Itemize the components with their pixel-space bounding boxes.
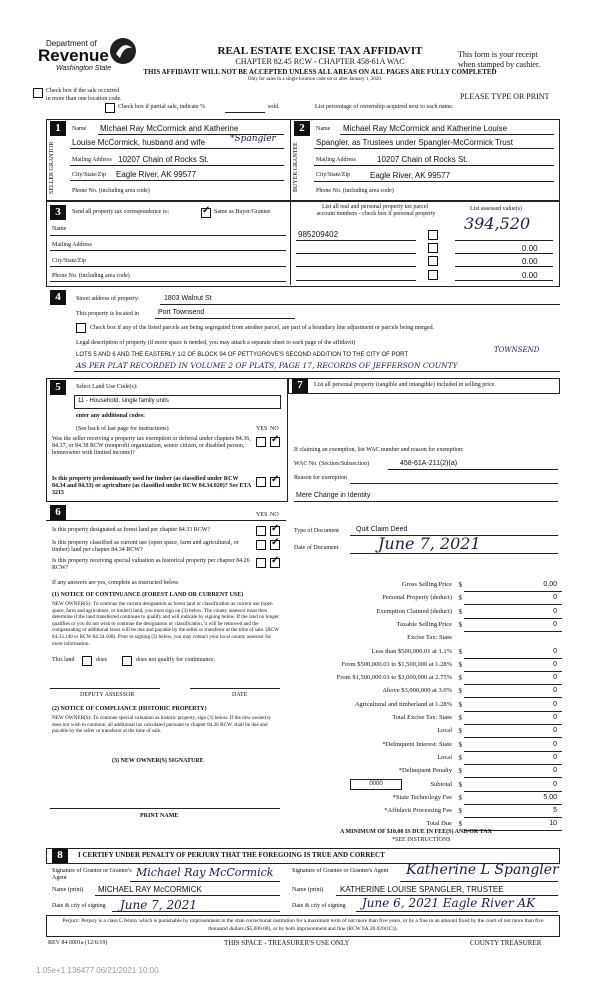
deputy-date-label: DATE: [232, 692, 248, 698]
fee-label: Excise Tax: State: [407, 634, 452, 642]
send-label: Send all property tax correspondence to:: [72, 209, 170, 215]
this-land-label: This land: [52, 657, 75, 663]
receipt-note1: This form is your receipt: [458, 50, 538, 59]
form-title: REAL ESTATE EXCISE TAX AFFIDAVIT: [217, 45, 423, 57]
s5-q1-yes-checkbox[interactable]: [256, 437, 266, 447]
form-note: Only for sales in a single location code on or after January 1, 2020.: [247, 77, 383, 82]
fee-label: Total Excise Tax: State: [392, 714, 452, 721]
grantor-sig-label: Signature of Grantor or Grantor's Agent: [52, 868, 132, 881]
s5-q2-no-checkbox[interactable]: [270, 477, 280, 487]
s6-q3: Is this property receiving special valuation as historical property per chapter 84.26 RCW?: [52, 558, 250, 571]
perjury-text: Perjury: Perjury is a class C felony which is punishable by imprisonment in the state correctional institution for a maximum term of not more than five years, or by a fine in an amount fixed by the court of not more than five thousand dollars ($5,000.00), or by both imprisonment and fine (RCW 9A.20.020(1C)).: [62, 918, 544, 932]
fee-label: Less than $500,000.01 at 1.1%: [371, 647, 452, 655]
located-label: This property is located in: [76, 311, 139, 317]
seller-mailing: 10207 Chain of Rocks St.: [118, 155, 209, 164]
located-city: Port Townsend: [158, 309, 205, 316]
fee-underline: [464, 804, 562, 805]
seller-mailing-label: Mailing Address: [72, 157, 112, 163]
s6-q1: Is this property designated as forest land per chapter 84.33 RCW?: [52, 527, 211, 533]
section-4-number: 4: [50, 290, 66, 305]
grantor-date: June 7, 2021: [120, 898, 197, 912]
s5-yes-header: YES: [256, 426, 268, 432]
fee-row: [292, 701, 562, 712]
fee-label: *Delinquent Penalty: [398, 767, 452, 775]
notice1-body: NEW OWNER(S): To continue the current designation as forest land or classification as current use (open space, farm and agriculture, or timber) land, you must sign on (3) below. The county assessor must then determine if the land transferred continues to qualify and will indicate by signing below. If the land no longer qualifies or you do not wish to continue the designation or classification, it will be removed and the compensating or additional taxes will be due and payable by the seller or transferor at the time of sale. (RCW 84.33.140 or RCW 84.34.108). Prior to signing (3) below, you may contact your local county assessor for more information.: [52, 601, 279, 647]
section-6-number: 6: [50, 505, 66, 520]
doc-date-label: Date of Document: [294, 545, 339, 551]
county-treasurer: COUNTY TREASURER: [470, 939, 542, 947]
fee-value: 0: [553, 607, 557, 615]
fee-value: 0: [553, 740, 557, 748]
parcel-personal-checkbox[interactable]: [428, 230, 438, 240]
fee-dollar-sign: $: [458, 660, 462, 669]
s5-no-header: NO: [270, 426, 279, 432]
fee-value: 0: [553, 727, 557, 735]
fee-underline: [464, 751, 562, 752]
personal-property-label: List all personal property (tangible and intangible) included in selling price.: [314, 382, 496, 388]
buyer-side-label: BUYER GRANTEE: [293, 142, 299, 193]
doc-date-value: June 7, 2021: [378, 534, 481, 553]
fee-value: 5: [553, 807, 557, 815]
s6-yes-header: YES: [256, 512, 268, 518]
fee-underline: [464, 737, 562, 738]
fee-dollar-sign: $: [458, 687, 462, 696]
s5-q2: Is this property predominantly used for timber (as classified under RCW 84.34 and 84.33) or agriculture (as classified under RCW 84.34.020)? See ETA 3215: [52, 476, 251, 496]
form-subtitle: CHAPTER 82.45 RCW - CHAPTER 458-61A WAC: [235, 57, 405, 66]
fee-value: 0: [553, 700, 557, 708]
seller-name2: Louise McCormick, husband and wife: [72, 138, 205, 147]
fee-label: Subtotal: [430, 780, 452, 788]
fee-label: Taxable Selling Price: [396, 620, 452, 628]
fee-row: [292, 634, 562, 645]
sig3-label: (3) NEW OWNER(S) SIGNATURE: [112, 758, 204, 764]
parcel-personal-checkbox[interactable]: [428, 243, 438, 253]
print-name-label: PRINT NAME: [140, 813, 179, 819]
fee-row: [292, 741, 562, 752]
s6-no-header: NO: [270, 512, 279, 518]
s6-q3-yes-checkbox[interactable]: [256, 558, 266, 568]
section-5-number: 5: [50, 380, 66, 395]
fee-label: Gross Selling Price: [401, 581, 452, 588]
fee-row: [292, 781, 562, 792]
fee-value: 0: [553, 767, 557, 775]
fee-value: 0: [553, 780, 557, 788]
fee-dollar-sign: $: [458, 594, 462, 603]
fee-label: From $1,500,000.01 to $3,000,000 at 2.75%: [336, 674, 452, 682]
seller-phone-label: Phone No. (including area code): [72, 188, 150, 194]
grantor-name: MICHAEL RAY McCORMICK: [98, 885, 202, 894]
fee-underline: [464, 817, 562, 818]
see-back-label: (See back of last page for instructions): [76, 426, 169, 432]
parcel-number: 985209402: [298, 230, 339, 239]
fee-row: [292, 767, 562, 778]
grantee-date-label: Date & city of signing: [292, 903, 346, 909]
sold-label: sold.: [268, 104, 280, 110]
fee-dollar-sign: $: [458, 780, 462, 789]
seller-city: Eagle River, AK 99577: [116, 170, 197, 179]
list-pct-label: List percentage of ownership acquired next to each name.: [315, 104, 454, 110]
seller-name-label: Name: [72, 126, 87, 132]
exemption-label: If claiming an exemption, list WAC number and reason for exemption:: [294, 447, 464, 453]
partial-sale-label: Check box if partial sale, indicate %: [118, 104, 206, 110]
fee-dollar-sign: $: [458, 581, 462, 589]
dept-line2: Revenue: [38, 46, 109, 65]
additional-codes-label: enter any additional codes:: [76, 413, 146, 419]
parcel-personal-checkbox[interactable]: [428, 256, 438, 266]
if-yes-label: If any answers are yes, complete as instructed below.: [52, 580, 180, 586]
parcel-value: 0.00: [522, 271, 538, 280]
fee-row: [292, 594, 562, 605]
fee-underline: [464, 618, 562, 619]
section-7-number: 7: [292, 378, 308, 393]
buyer-mailing-label: Mailing Address: [316, 157, 356, 163]
legal-line1: LOTS 5 AND 6 AND THE EASTERLY 1/2 OF BLOCK 94 OF PETTYGROVE'S SECOND ADDITION TO THE CITY OF PORT: [76, 352, 409, 358]
section-1-number: 1: [50, 121, 66, 136]
corr-name-label: Name: [52, 226, 67, 232]
partial-sale-checkbox[interactable]: [105, 103, 115, 113]
s6-q2-yes-checkbox[interactable]: [256, 540, 266, 550]
fee-row: [292, 674, 562, 685]
parcel-header1: List all real and personal property tax parcel: [321, 204, 429, 210]
assessed-header: List assessed value(s): [470, 206, 522, 212]
land-use-value: 11 - Household, single family units: [78, 398, 169, 404]
doc-type-label: Type of Document: [294, 528, 339, 534]
parcel-header2: account numbers - check box if personal property: [316, 211, 436, 217]
legal-line2-handwritten: AS PER PLAT RECORDED IN VOLUME 2 OF PLATS, PAGE 17, RECORDS OF JEFFERSON COUNTY: [76, 361, 458, 370]
fee-dollar-sign: $: [458, 793, 462, 802]
fee-label: Agricultural and timberland at 1.28%: [354, 700, 452, 708]
fee-dollar-sign: $: [458, 807, 462, 816]
segregated-checkbox[interactable]: [76, 323, 86, 333]
fee-row: [292, 807, 562, 818]
fee-value: 0.00: [543, 581, 557, 588]
wac-label: WAC No. (Section/Subsection): [294, 461, 370, 467]
s5-q1-no-checkbox[interactable]: [270, 437, 280, 447]
section-3-number: 3: [50, 205, 66, 220]
fee-dollar-sign: $: [458, 753, 462, 762]
form-number: REV 84 0001a (12/6/19): [48, 940, 108, 946]
does-checkbox[interactable]: [82, 656, 92, 666]
fee-label: *Affidavit Processing Fee: [384, 807, 452, 815]
legal-line1-handwritten: TOWNSEND: [494, 346, 540, 354]
form-warning: THIS AFFIDAVIT WILL NOT BE ACCEPTED UNLESS ALL AREAS ON ALL PAGES ARE FULLY COMPLETED: [143, 68, 497, 76]
fee-value: 0: [553, 687, 557, 695]
grantee-name: KATHERINE LOUISE SPANGLER, TRUSTEE: [340, 885, 504, 894]
fee-row: [292, 727, 562, 738]
fee-underline: [464, 791, 562, 792]
fee-row: [292, 754, 562, 765]
multi-location-label2: in more than one location code.: [46, 96, 122, 102]
buyer-city-label: City/State/Zip: [316, 172, 350, 178]
treasurer-space: THIS SPACE - TREASURER'S USE ONLY: [224, 939, 350, 947]
fee-underline: [464, 604, 562, 605]
perjury-box: [46, 915, 560, 937]
fee-value: 0: [553, 753, 557, 761]
fee-label: Local: [437, 727, 452, 735]
corr-city-label: City/State/Zip: [52, 258, 86, 264]
fee-dollar-sign: $: [458, 620, 462, 629]
fee-underline: [464, 591, 562, 592]
parcel-value: 0.00: [522, 257, 538, 266]
street-address: 1803 Walnut St: [164, 295, 212, 302]
dept-line1: Department of: [46, 39, 97, 48]
doc-type-value: Quit Claim Deed: [356, 526, 408, 533]
fee-dollar-sign: $: [458, 767, 462, 776]
does-label: does: [96, 657, 107, 663]
fee-value: 0: [553, 647, 557, 655]
fee-underline: [464, 671, 562, 672]
fee-dollar-sign: $: [458, 727, 462, 736]
buyer-city: Eagle River, AK 99577: [370, 171, 451, 180]
fee-underline: [464, 764, 562, 765]
buyer-name2: Spangler, as Trustees under Spangler-McCormick Trust: [316, 138, 513, 147]
parcel-personal-checkbox[interactable]: [428, 270, 438, 280]
fee-dollar-sign: $: [458, 740, 462, 749]
see-instructions: *SEE INSTRUCTIONS: [392, 837, 451, 843]
fee-value: 0: [553, 594, 557, 602]
dor-logo-icon: [108, 36, 138, 66]
type-print: PLEASE TYPE OR PRINT: [460, 92, 550, 101]
fee-label: From $500,000.01 to $1,500,000 at 1.28%: [341, 660, 452, 668]
fee-value: 0: [553, 620, 557, 628]
s6-q2: Is this property classified as current use (open space, farm and agricultural, or timber) land per chapter 84.34 RCW?: [52, 540, 239, 553]
does-not-checkbox[interactable]: [122, 656, 132, 666]
fee-row: [292, 621, 562, 632]
fee-row: [292, 581, 562, 592]
receipt-note2: when stamped by cashier.: [458, 60, 541, 69]
legal-label: Legal description of property (if more space is needed, you may attach a separate sheet to each page of the affidavit): [76, 340, 356, 346]
fee-underline: [464, 724, 562, 725]
street-label: Street address of property:: [76, 296, 140, 302]
buyer-name1: Michael Ray McCormick and Katherine Louise: [343, 124, 508, 133]
certify-statement: I CERTIFY UNDER PENALTY OF PERJURY THAT THE FOREGOING IS TRUE AND CORRECT: [78, 851, 385, 859]
s6-q3-no-checkbox[interactable]: [270, 558, 280, 568]
wac-value: 458-61A-211(2)(a): [400, 460, 458, 467]
seller-side-label: SELLER GRANTOR: [49, 141, 55, 194]
fee-label: Above $3,000,000 at 3.0%: [382, 687, 452, 695]
dept-line3: Washington State: [56, 65, 112, 72]
seller-city-label: City/State/Zip: [72, 172, 106, 178]
section-2-number: 2: [294, 121, 310, 136]
fee-value: 0: [553, 714, 557, 721]
grantee-sig-label: Signature of Grantee or Grantee's Agent: [292, 868, 389, 874]
grantee-date: June 6, 2021 Eagle River AK: [362, 896, 536, 910]
land-use-label: Select Land Use Code(s):: [76, 384, 138, 390]
fee-underline: [464, 684, 562, 685]
grantee-name-label: Name (print): [292, 887, 324, 893]
multi-location-checkbox[interactable]: [33, 88, 43, 98]
segregated-label: Check box if any of the listed parcels are being segregated from another parcel, are part of a boundary line adjustment or parcels being merged.: [90, 325, 435, 331]
fee-underline: [464, 631, 562, 632]
fee-dollar-sign: $: [458, 714, 462, 722]
fee-row: [292, 714, 562, 725]
reason-value: Mere Change in Identity: [296, 492, 371, 499]
fee-value: 5.00: [543, 793, 557, 801]
fee-row: [292, 661, 562, 672]
grantee-signature: Katherine L Spangler: [406, 862, 559, 878]
grantor-date-label: Date & city of signing: [52, 903, 106, 909]
s6-q1-yes-checkbox[interactable]: [256, 526, 266, 536]
fee-label: Personal Property (deduct): [382, 594, 452, 602]
fee-row: [292, 648, 562, 659]
fee-row: [292, 687, 562, 698]
s6-q1-no-checkbox[interactable]: [270, 526, 280, 536]
s5-q1: Was the seller receiving a property tax exemption or deferral under chapters 84.36, 84.37, or 84.38 RCW (nonprofit organization, senior citizen, or disabled person, homeowner with limited income)?: [52, 436, 251, 456]
fee-underline: [464, 777, 562, 778]
fee-value: 10: [549, 820, 557, 828]
deputy-label: DEPUTY ASSESSOR: [80, 692, 135, 698]
corr-phone-label: Phone No. (including area code): [52, 273, 130, 279]
grantor-name-label: Name (print): [52, 887, 84, 893]
fee-dollar-sign: $: [458, 700, 462, 709]
corr-mailing-label: Mailing Address: [52, 242, 92, 248]
fee-dollar-sign: $: [458, 607, 462, 616]
notice1-title: (1) NOTICE OF CONTINUANCE (FOREST LAND OR CURRENT USE): [52, 592, 244, 598]
fee-label: *Delinquent Interest: State: [382, 740, 452, 748]
fee-underline: [464, 697, 562, 698]
fee-underline: [464, 658, 562, 659]
fee-label: Total Due: [426, 820, 452, 828]
fee-label: Local: [437, 753, 452, 761]
same-as-buyer-label: Same as Buyer/Grantee: [214, 209, 271, 215]
processing-stamp: 1.05e+1 136477 06/21/2021 10:00: [36, 966, 159, 975]
seller-name2-handwritten: *Spangler: [230, 134, 276, 144]
notice2-title: (2) NOTICE OF COMPLIANCE (HISTORIC PROPERTY): [52, 706, 207, 712]
land-use-select[interactable]: [74, 395, 281, 409]
reason-label: Reason for exemption: [294, 475, 347, 481]
fee-underline: [464, 711, 562, 712]
buyer-name-label: Name: [316, 126, 331, 132]
fee-label: Exemption Claimed (deduct): [376, 607, 452, 615]
fee-value: 0: [553, 660, 557, 668]
does-not-label: does not qualify for continuance.: [136, 657, 216, 663]
buyer-phone-label: Phone No. (including area code): [316, 188, 394, 194]
same-as-buyer-checkbox[interactable]: [201, 208, 211, 218]
seller-name1: Michael Ray McCormick and Katherine: [100, 124, 239, 133]
multi-location-label1: Check box if the sale occurred: [46, 88, 120, 94]
notice2-body: NEW OWNER(S): To continue special valuation as historic property, sign (3) below. If the new owner(s) does not wish to continue, all additional tax calculated pursuant to chapter 84.26 RCW, shall be due and payable by the seller or transferor at the time of sale.: [52, 715, 271, 735]
fee-row: [292, 794, 562, 805]
partial-pct-line: [225, 112, 265, 113]
s5-q2-yes-checkbox[interactable]: [256, 477, 266, 487]
parcel-value: 394,520: [464, 214, 531, 233]
fee-label: *State Technology Fee: [392, 793, 452, 801]
fee-dollar-sign: $: [458, 820, 462, 829]
fee-value: 0: [553, 674, 557, 682]
fee-dollar-sign: $: [458, 647, 462, 656]
buyer-mailing: 10207 Chain of Rocks St.: [377, 155, 468, 164]
minimum-note: A MINIMUM OF $10.00 IS DUE IN FEE(S) AND/OR TAX: [340, 829, 492, 835]
fee-row: [292, 608, 562, 619]
parcel-value: 0.00: [522, 244, 538, 253]
s6-q2-no-checkbox[interactable]: [270, 540, 280, 550]
section-8-number: 8: [52, 848, 68, 863]
fee-dollar-sign: $: [458, 674, 462, 683]
local-code-box: 0000: [350, 779, 402, 790]
grantor-signature: Michael Ray McCormick: [136, 866, 274, 879]
